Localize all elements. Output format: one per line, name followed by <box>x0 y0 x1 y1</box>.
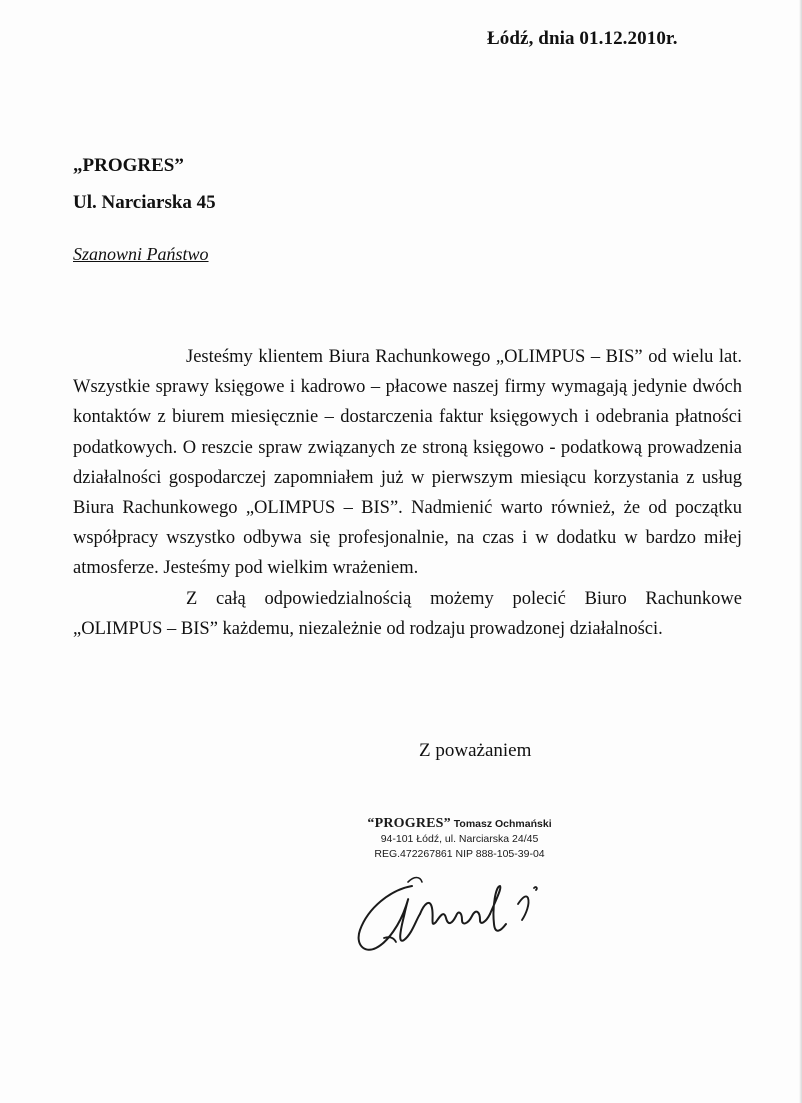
recipient-name: „PROGRES” <box>73 155 184 176</box>
stamp-header <box>352 816 567 832</box>
body-paragraph-1: Jesteśmy klientem Biura Rachunkowego „OLIMPUS – BIS” od wielu lat. Wszystkie sprawy księgowe i kadrowo – płacowe naszej firmy wymagają jedynie dwóch kontaktów z biurem miesięcznie – dostarczenia faktur księgowych i odebrania płatności podatkowych. O reszcie spraw związanych ze stroną księgowo - podatkową prowadzenia działalności gospodarczej zapomniałem już w pierwszym miesiącu korzystania z usług Biura Rachunkowego „OLIMPUS – BIS”. Nadmienić warto również, że od początku współpracy wszystko odbywa się profesjonalnie, na czas i w dodatku w bardzo miłej atmosferze. Jesteśmy pod wielkim wrażeniem. <box>73 347 742 579</box>
salutation: Szanowni Państwo <box>73 244 209 264</box>
handwritten-signature-icon <box>350 868 560 958</box>
body-paragraph-2: Z całą odpowiedzialnością możemy polecić Biuro Rachunkowe „OLIMPUS – BIS” każdemu, niezależnie od rodzaju prowadzonej działalności. <box>73 588 742 639</box>
stamp-company-name: “PROGRES” <box>367 816 451 831</box>
company-stamp <box>352 816 567 862</box>
recipient-address: Ul. Narciarska 45 <box>73 192 216 213</box>
letter-body <box>73 342 742 644</box>
closing-phrase: Z poważaniem <box>419 740 532 761</box>
stamp-owner-name: Tomasz Ochmański <box>453 818 552 830</box>
letter-date: Łódź, dnia 01.12.2010r. <box>487 28 678 49</box>
stamp-registry: REG.472267861 NIP 888-105-39-04 <box>374 848 545 860</box>
recipient-block <box>73 147 216 221</box>
stamp-address: 94-101 Łódź, ul. Narciarska 24/45 <box>380 833 539 845</box>
